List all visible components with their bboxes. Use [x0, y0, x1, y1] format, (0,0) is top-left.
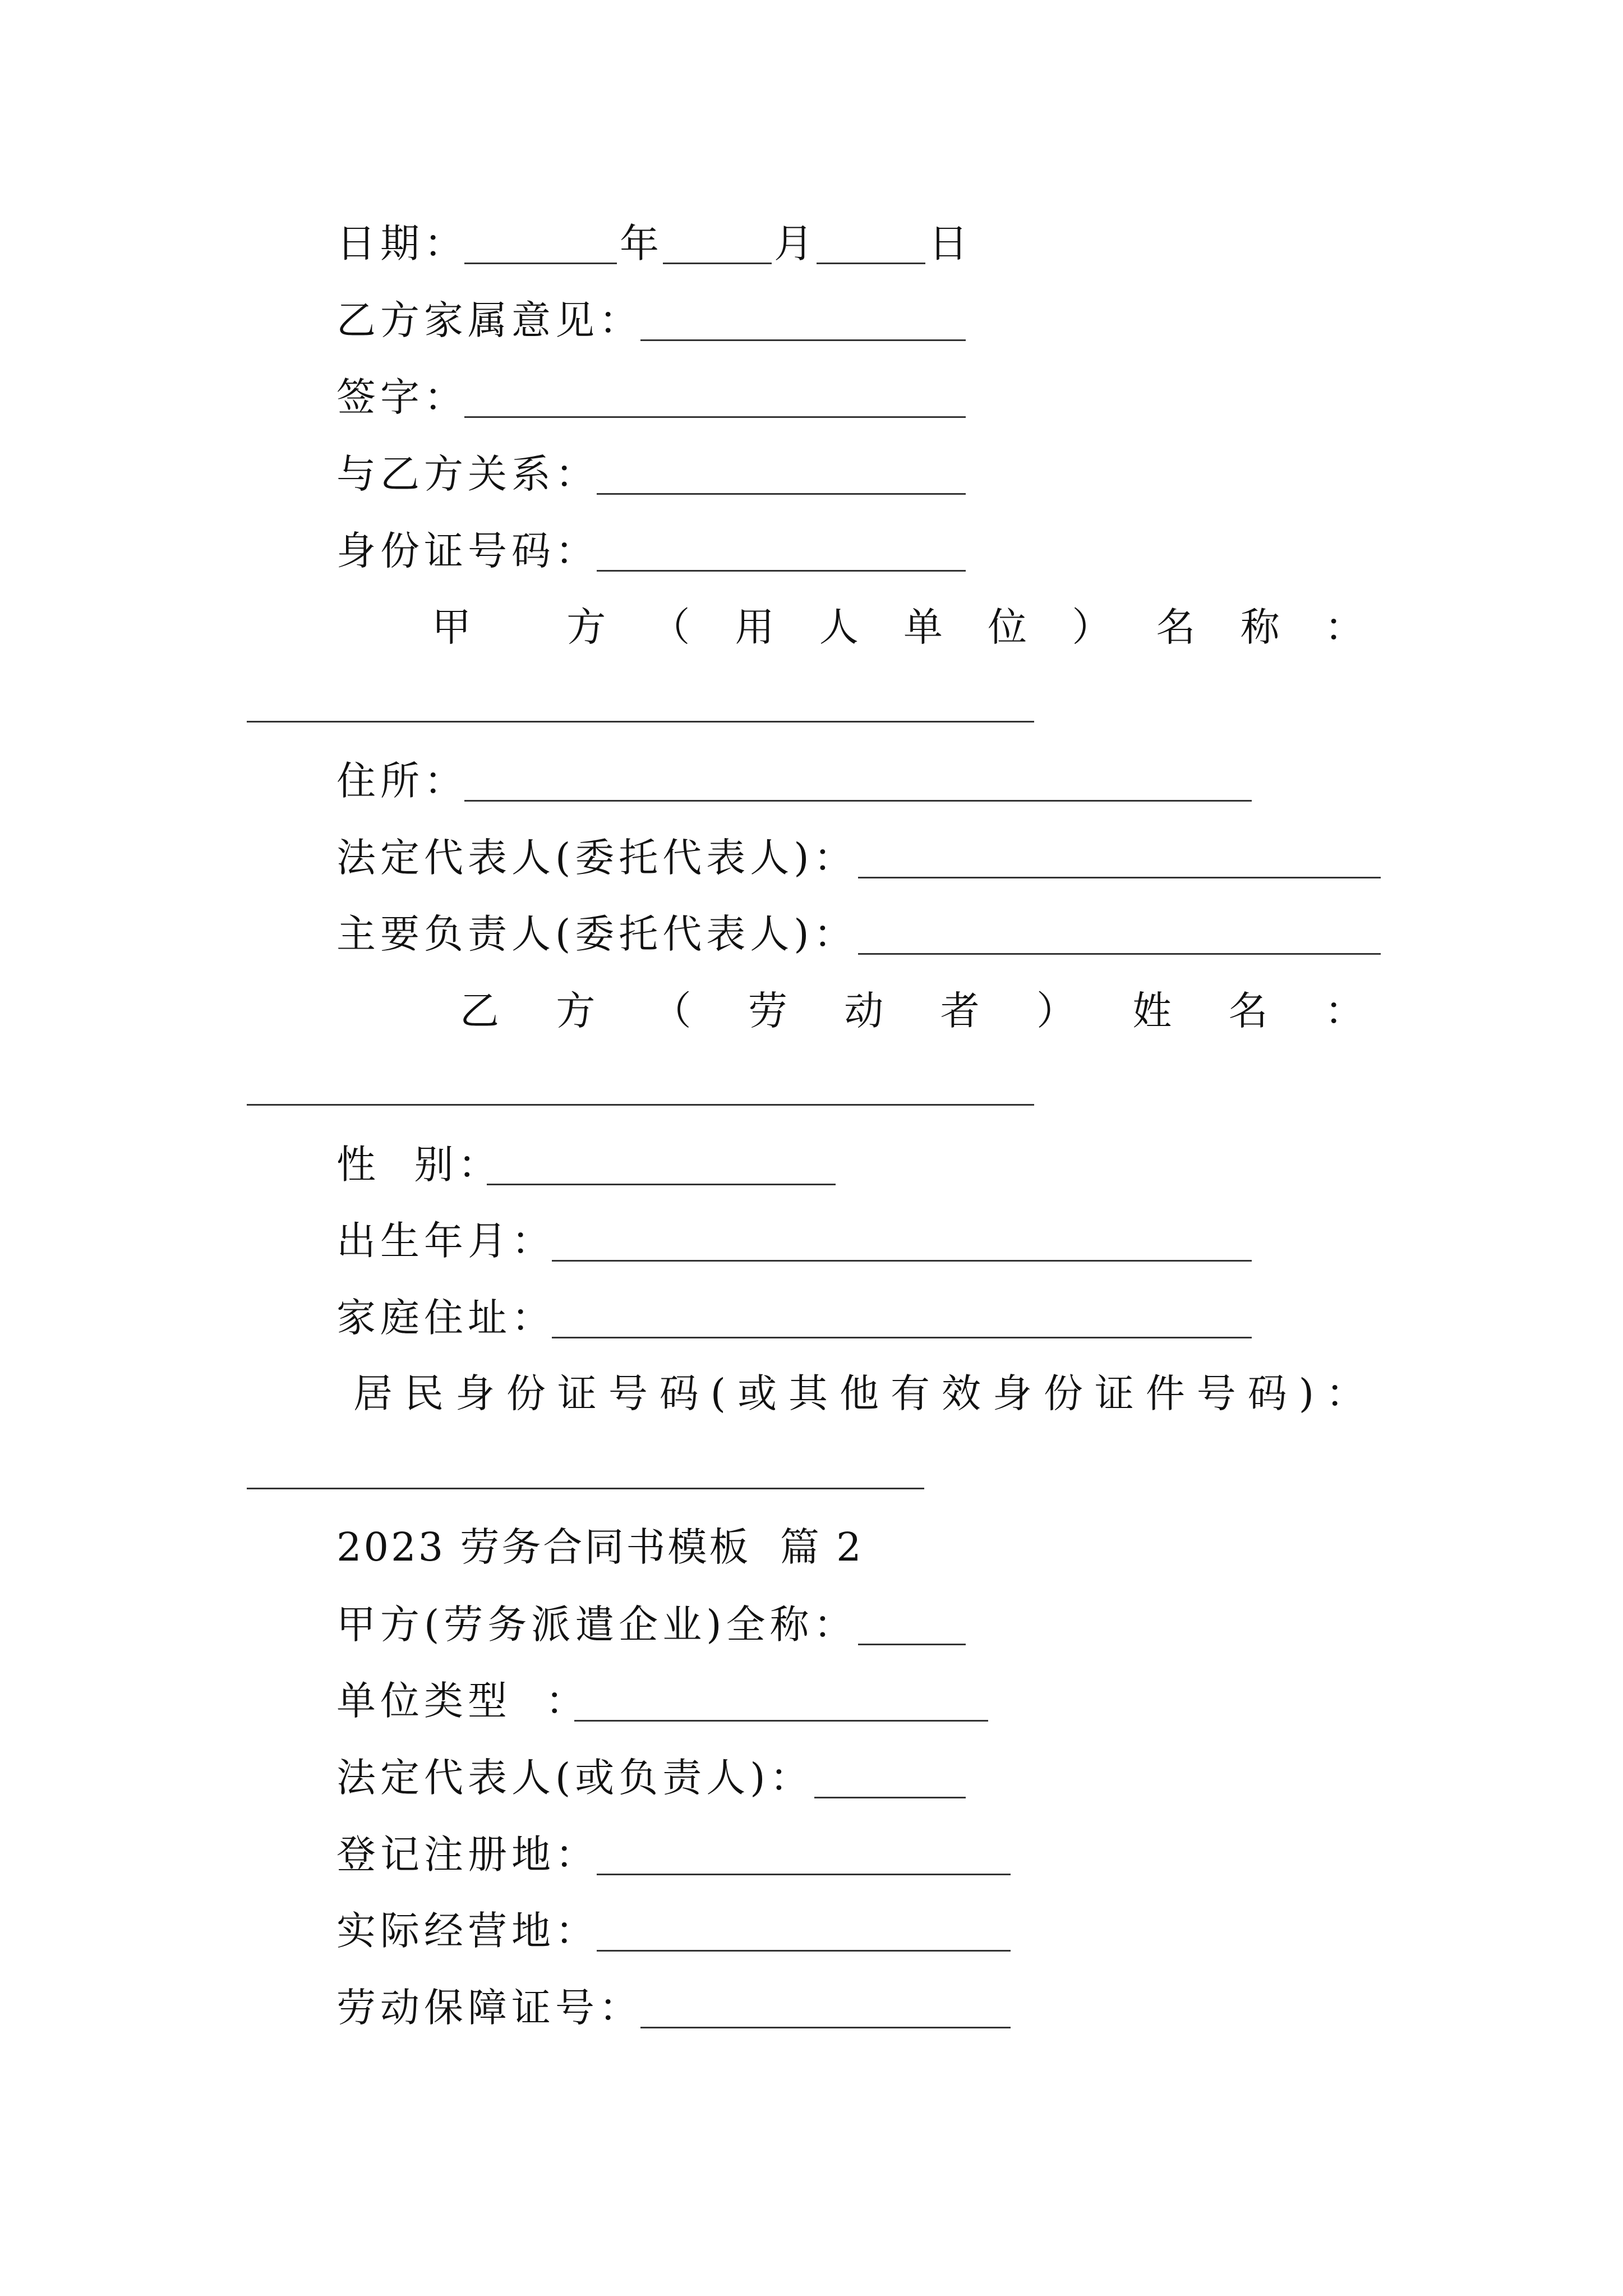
party-b-name-blank[interactable]: [247, 1104, 1034, 1106]
resident-id-blank[interactable]: [247, 1488, 924, 1489]
id-number-label: 身份证号码：: [336, 528, 599, 574]
main-head-blank[interactable]: [858, 953, 1381, 955]
business-place-blank[interactable]: [597, 1950, 1011, 1952]
party-b-name-label: 乙 方 （ 劳 动 者 ） 姓 名 ：: [460, 988, 1368, 1034]
date-label: 日期：: [336, 220, 468, 266]
party-a-name-blank[interactable]: [247, 721, 1034, 723]
gender-label: 性 别：: [336, 1142, 502, 1188]
labor-cert-blank[interactable]: [640, 2027, 1011, 2028]
signature-label: 签字：: [336, 374, 468, 420]
family-opinion-label: 乙方家属意见：: [336, 297, 643, 343]
address-blank[interactable]: [464, 800, 1252, 802]
date-month-blank[interactable]: [663, 263, 772, 264]
section2-title: 2023 劳务合同书模板 篇 2: [336, 1524, 864, 1570]
reg-place-blank[interactable]: [597, 1874, 1011, 1875]
date-year-blank[interactable]: [464, 263, 617, 264]
resident-id-label: 居 民 身 份 证 号 码 ( 或 其 他 有 效 身 份 证 件 号 码 ) ：: [353, 1370, 1370, 1416]
home-address-blank[interactable]: [552, 1337, 1252, 1338]
legal-rep-label: 法定代表人(委托代表人)：: [336, 835, 857, 881]
party-a-fullname-blank[interactable]: [858, 1644, 966, 1645]
gender-blank[interactable]: [487, 1184, 836, 1185]
relation-blank[interactable]: [597, 493, 966, 495]
party-a-fullname-label: 甲方(劳务派遣企业)全称：: [336, 1602, 857, 1648]
legal-rep-blank[interactable]: [858, 877, 1381, 878]
family-opinion-blank[interactable]: [640, 339, 966, 341]
id-number-blank[interactable]: [597, 570, 966, 572]
party-a-name-label: 甲 方 （ 用 人 单 位 ） 名 称 ：: [432, 604, 1368, 650]
reg-place-label: 登记注册地：: [336, 1832, 599, 1878]
address-label: 住所：: [336, 758, 468, 804]
legal-rep2-blank[interactable]: [814, 1797, 966, 1798]
home-address-label: 家庭住址：: [336, 1295, 555, 1341]
date-day-blank[interactable]: [817, 263, 925, 264]
date-day-label: 日: [929, 220, 972, 266]
unit-type-blank[interactable]: [574, 1720, 988, 1722]
birth-blank[interactable]: [552, 1260, 1252, 1262]
unit-type-label: 单位类型 ：: [336, 1678, 589, 1724]
legal-rep2-label: 法定代表人(或负责人)：: [336, 1755, 814, 1801]
date-year-label: 年: [620, 220, 663, 266]
main-head-label: 主要负责人(委托代表人)：: [336, 911, 857, 957]
relation-label: 与乙方关系：: [336, 451, 599, 497]
labor-cert-label: 劳动保障证号：: [336, 1985, 643, 2031]
signature-blank[interactable]: [464, 416, 966, 418]
birth-label: 出生年月：: [336, 1218, 555, 1264]
date-month-label: 月: [774, 220, 818, 266]
business-place-label: 实际经营地：: [336, 1908, 599, 1954]
